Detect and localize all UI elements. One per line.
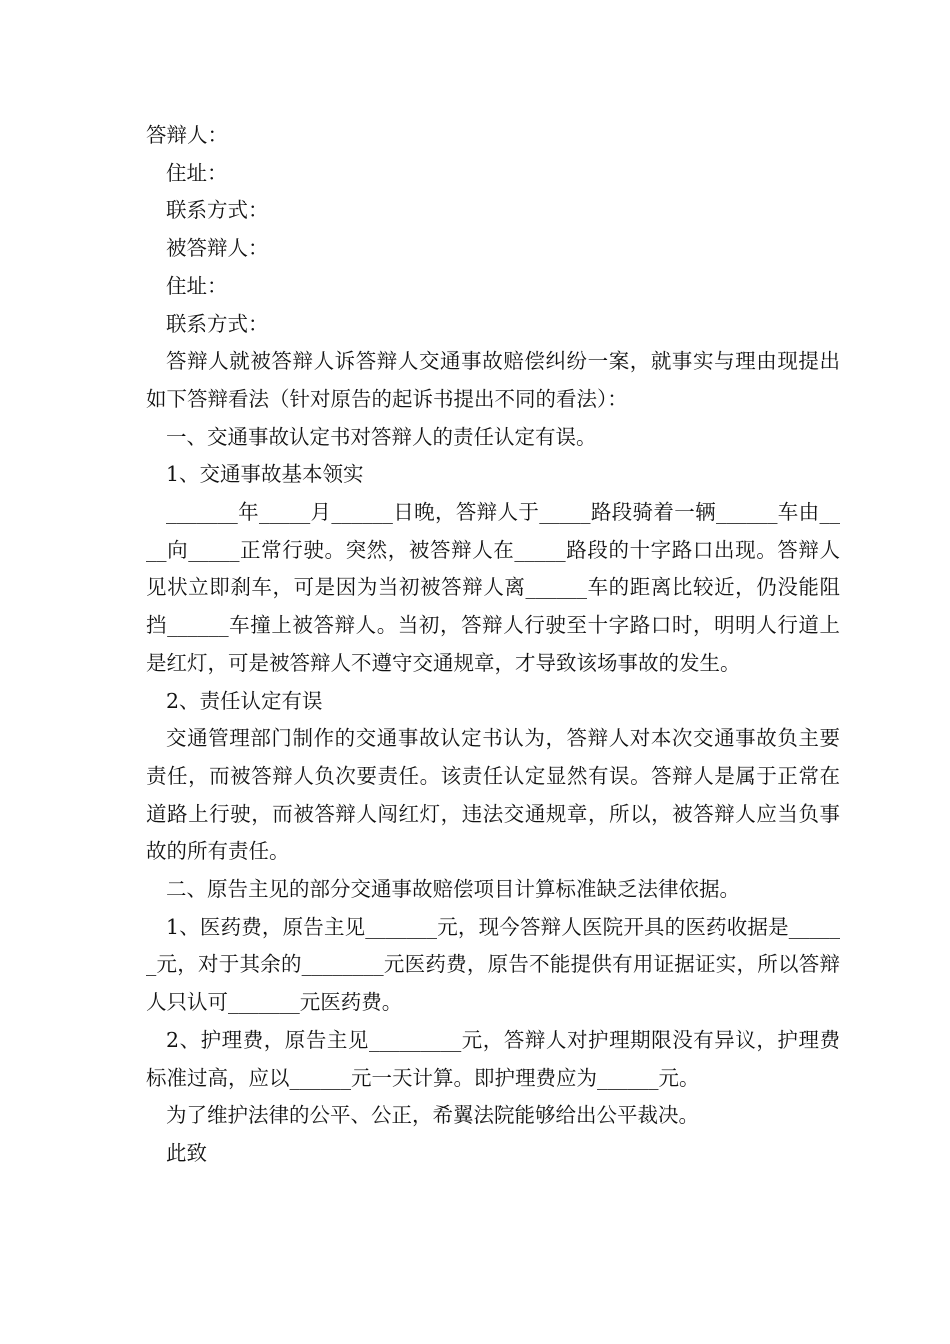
claimant-contact-label: 联系方式： (166, 311, 269, 336)
claimant-address-label: 住址： (166, 273, 228, 298)
section2-item2: 2、护理费，原告主见_________元，答辩人对护理期限没有异议，护理费标准过高，应以______元一天计算。即护理费应为______元。 (146, 1027, 840, 1090)
salutation: 此致 (166, 1140, 207, 1165)
respondent-contact-label: 联系方式： (166, 198, 269, 223)
claimant-label: 被答辩人： (166, 236, 269, 261)
section1-heading: 一、交通事故认定书对答辩人的责任认定有误。 (166, 424, 597, 449)
respondent-address-label: 住址： (166, 160, 228, 185)
section1-sub1-heading: 1、交通事故基本领实 (166, 462, 364, 487)
section2-item1: 1、医药费，原告主见_______元，现今答辩人医院开具的医药收据是______元，对于其余的________元医药费，原告不能提供有用证据证实，所以答辩人只认可_______元医药费。 (146, 914, 840, 1015)
intro-paragraph: 答辩人就被答辩人诉答辩人交通事故赔偿纠纷一案，就事实与理由现提出如下答辩看法（针对原告的起诉书提出不同的看法）： (146, 349, 840, 411)
section2-heading: 二、原告主见的部分交通事故赔偿项目计算标准缺乏法律依据。 (166, 877, 740, 902)
section1-sub1-body: _______年_____月______日晚，答辩人于_____路段骑着一辆______车由____向_____正常行驶。突然，被答辩人在_____路段的十字路口出现。答辩人见状立即刹车，可是因为当初被答辩人离______车的距离比较近，仍没能阻挡______车撞上被答辩人。当初，答辩人行驶至十字路口时，明明人行道上是红灯，可是被答辩人不遵守交通规章，才导致该场事故的发生。 (146, 500, 840, 675)
closing-statement: 为了维护法律的公平、公正，希翼法院能够给出公平裁决。 (166, 1103, 699, 1128)
respondent-label: 答辩人： (146, 123, 228, 147)
section1-sub2-heading: 2、责任认定有误 (166, 688, 323, 713)
section1-sub2-body: 交通管理部门制作的交通事故认定书认为，答辩人对本次交通事故负主要责任，而被答辩人负次要责任。该责任认定显然有误。答辩人是属于正常在道路上行驶，而被答辩人闯红灯，违法交通规章，所以，被答辩人应当负事故的所有责任。 (146, 726, 840, 864)
